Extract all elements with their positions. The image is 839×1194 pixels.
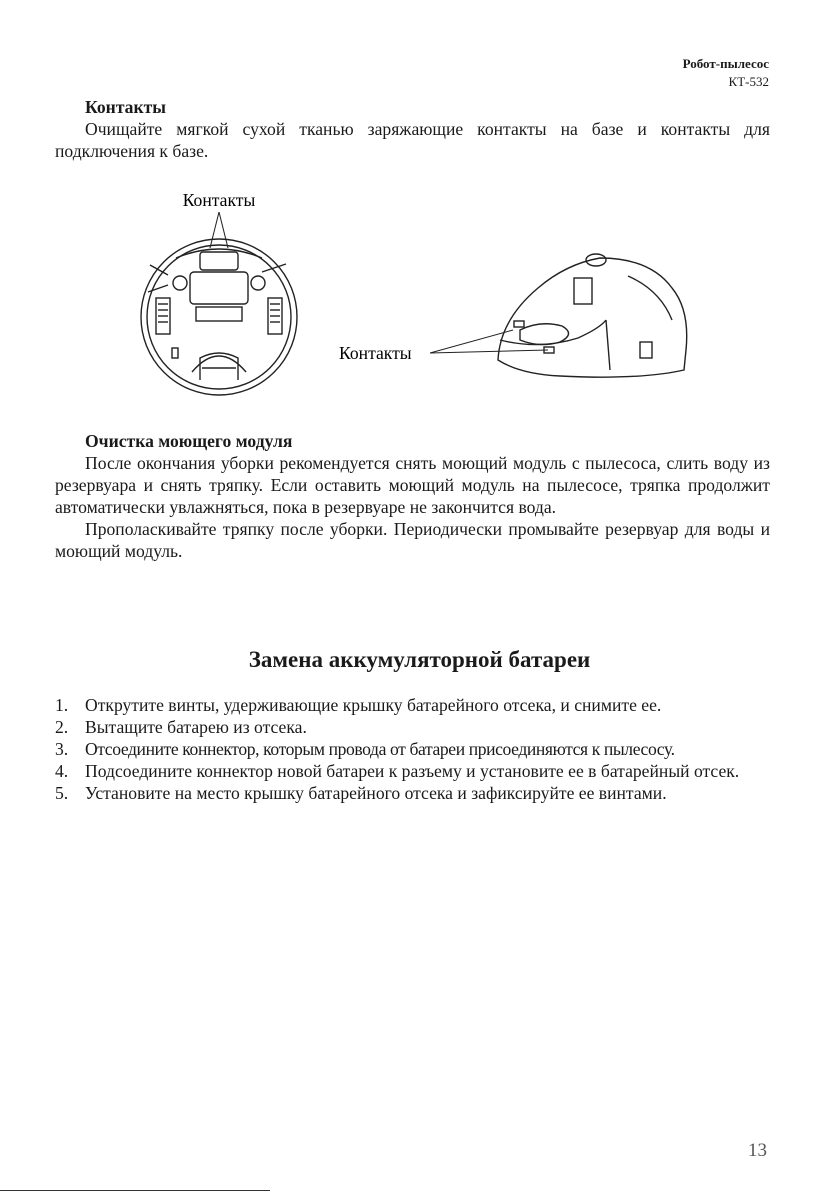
step-text: Открутите винты, удерживающие крышку батарейного отсека, и снимите ее.: [85, 695, 662, 715]
contacts-heading: Контакты: [85, 97, 166, 117]
list-item: [55, 738, 770, 760]
robot-bottom-illustration: [141, 239, 297, 395]
list-item: [55, 782, 770, 804]
figure-label-robot: Контакты: [182, 190, 256, 210]
cleaning-paragraph-2: Прополаскивайте тряпку после уборки. Периодически промывайте резервуар для воды и моющий модуль.: [55, 519, 770, 561]
header-title: Робот-пылесос: [682, 56, 769, 71]
battery-steps-list: [55, 694, 770, 804]
step-number: 3.: [55, 739, 69, 759]
step-number: 5.: [55, 783, 69, 803]
step-text: Подсоедините коннектор новой батареи к разъему и установите ее в батарейный отсек.: [85, 761, 740, 781]
list-item: [55, 694, 770, 716]
step-number: 1.: [55, 695, 69, 715]
step-text: Установите на место крышку батарейного отсека и зафиксируйте ее винтами.: [85, 783, 667, 803]
list-item: [55, 716, 770, 738]
contacts-figure: [0, 180, 839, 410]
cleaning-section: [55, 430, 770, 562]
page-number: 13: [748, 1140, 767, 1161]
list-item: [55, 760, 770, 782]
charging-base-illustration: [498, 254, 687, 377]
figure-label-base: Контакты: [339, 343, 412, 363]
contacts-text: Очищайте мягкой сухой тканью заряжающие контакты на базе и контакты для подключения к базе.: [55, 119, 770, 161]
contacts-section: [55, 96, 770, 162]
footer-rule: [0, 1190, 270, 1191]
step-number: 4.: [55, 761, 69, 781]
step-text: Вытащите батарею из отсека.: [85, 717, 307, 737]
cleaning-paragraph-1: После окончания уборки рекомендуется снять моющий модуль с пылесоса, слить воду из резервуара и снять тряпку. Если оставить моющий модуль на пылесосе, тряпка продолжит автоматически увлажняться, пока в резервуаре не закончится вода.: [55, 453, 770, 517]
step-text: Отсоедините коннектор, которым провода от батареи присоединяются к пылесосу.: [85, 739, 675, 759]
header-model: КТ-532: [728, 74, 769, 89]
battery-title: Замена аккумуляторной батареи: [248, 647, 591, 672]
step-number: 2.: [55, 717, 69, 737]
cleaning-heading: Очистка моющего модуля: [85, 431, 293, 451]
